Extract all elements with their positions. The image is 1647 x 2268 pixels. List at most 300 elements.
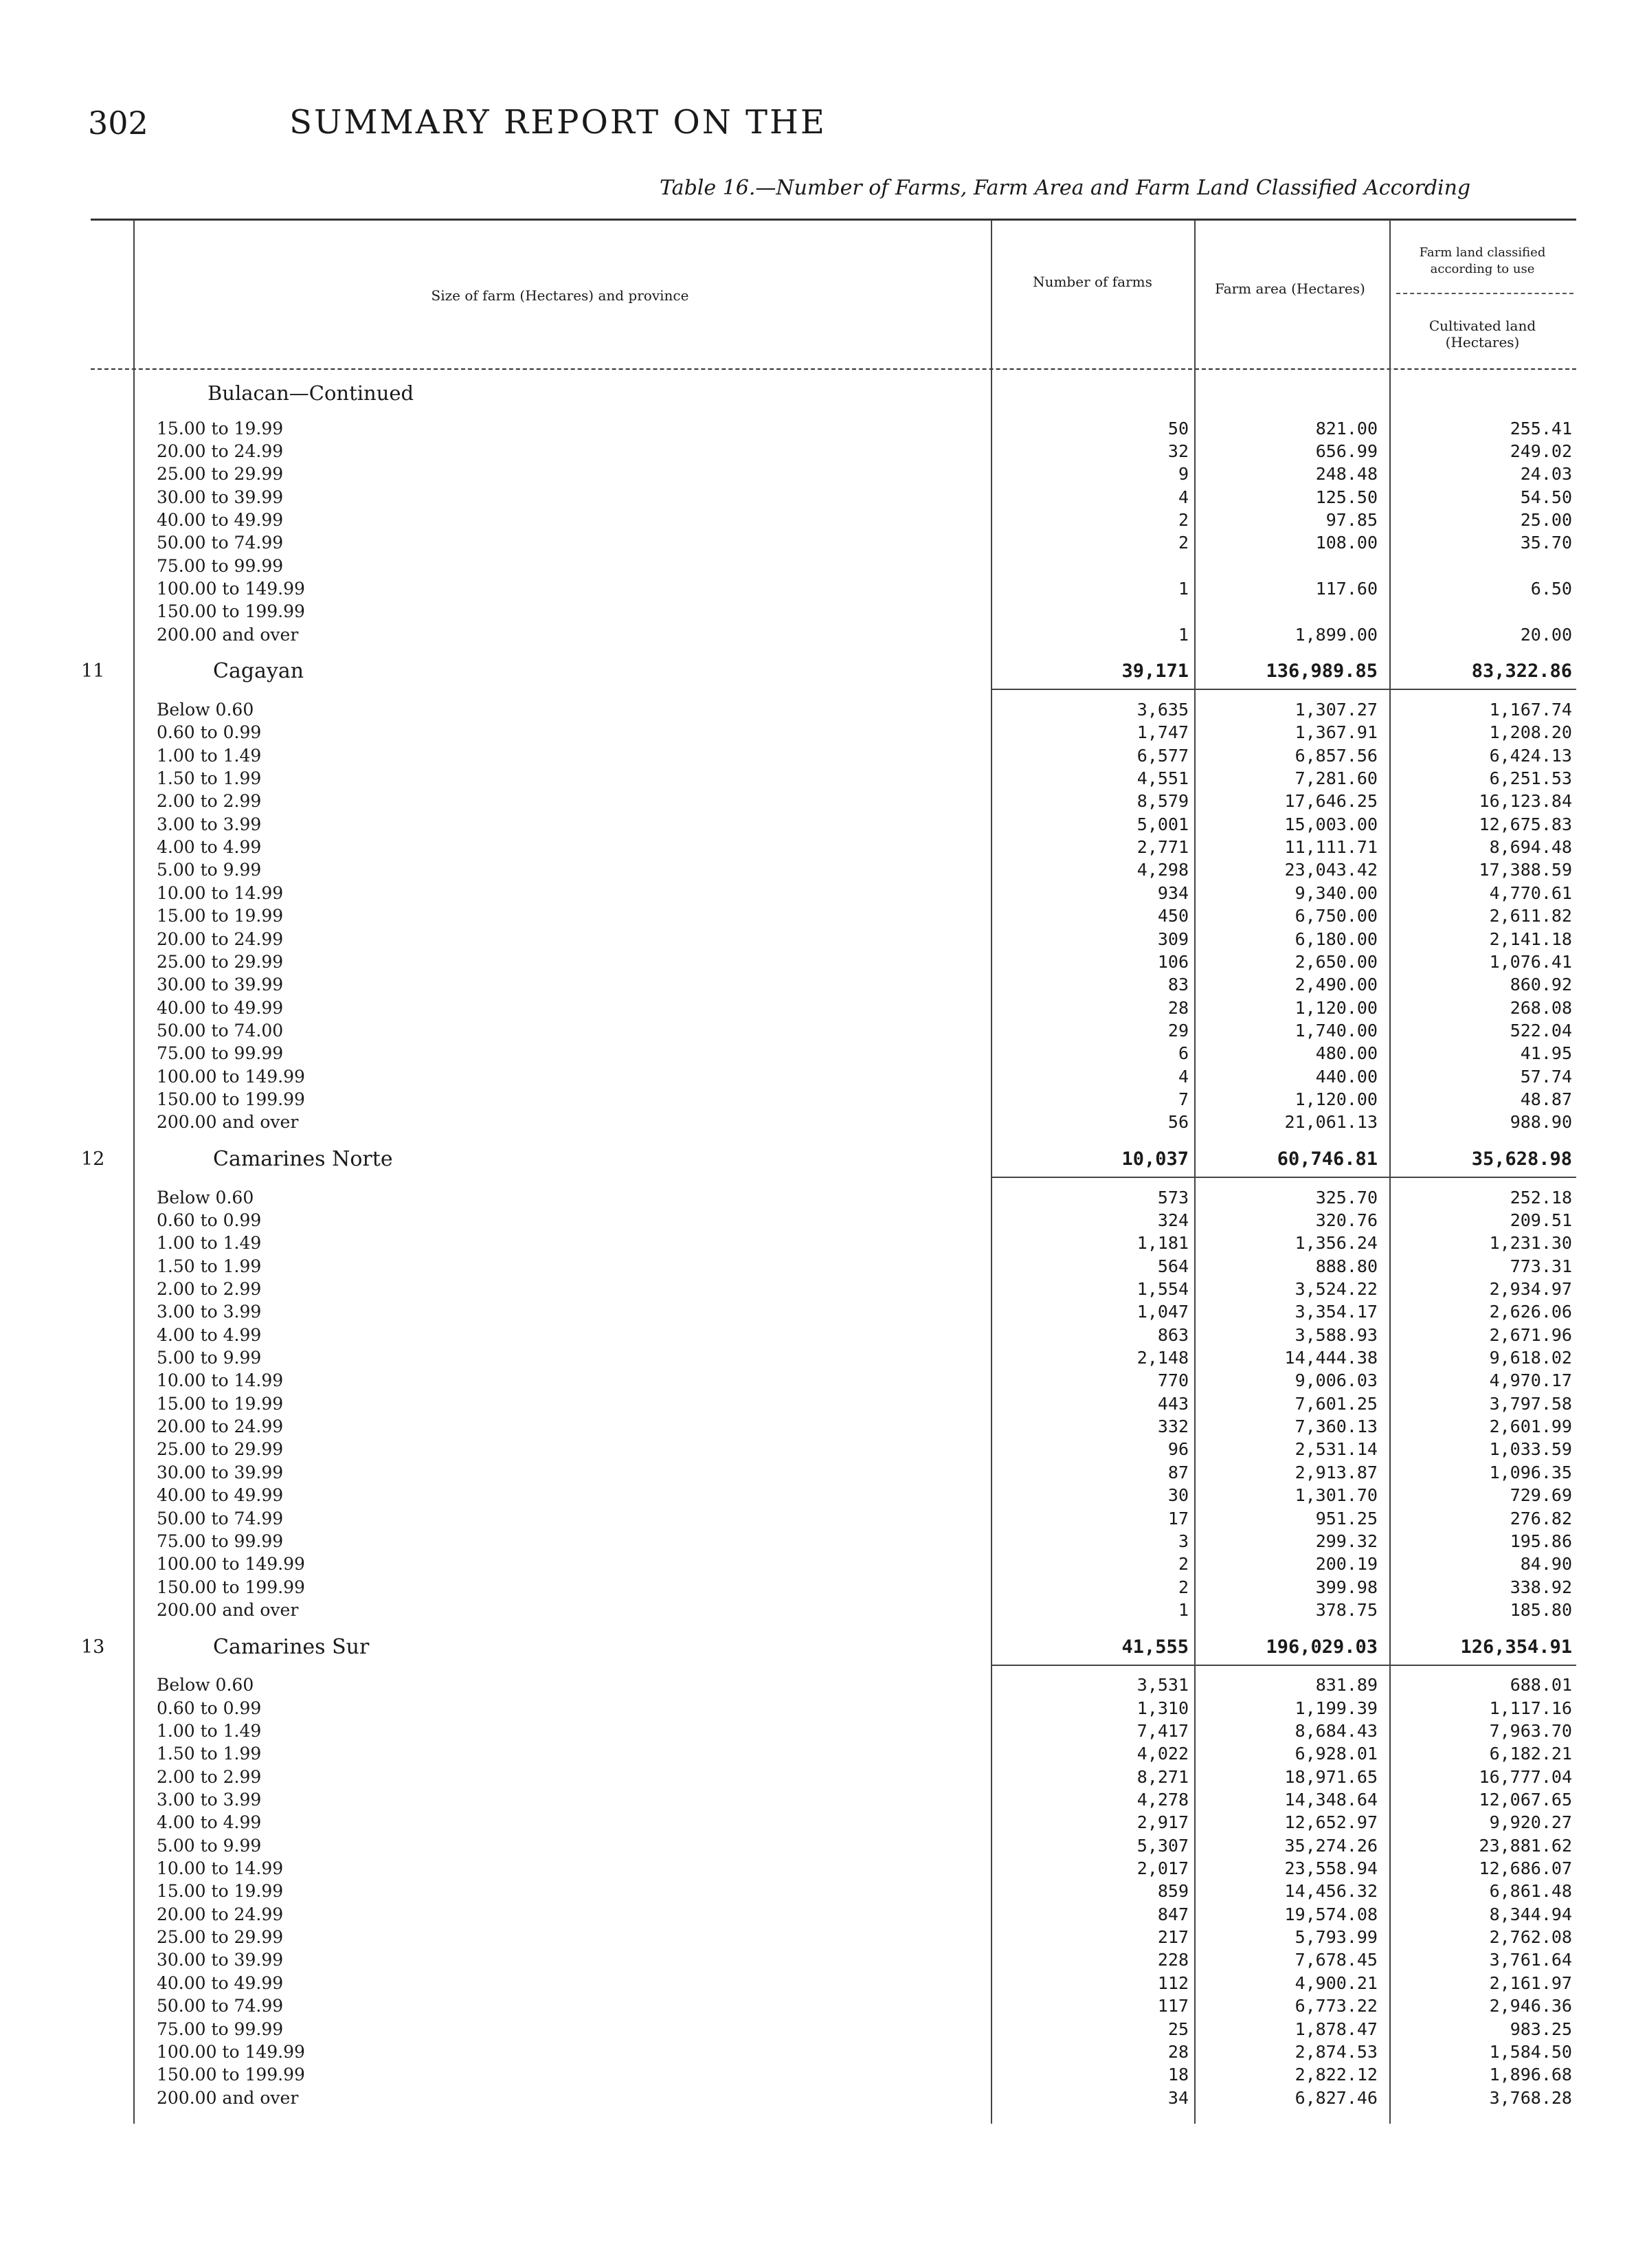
farms-value (1003, 531, 1189, 554)
row-label (144, 1576, 988, 1599)
cultivated-value-text: 255.41 (1510, 419, 1572, 438)
row-label (144, 1186, 988, 1209)
farms-value (1003, 1834, 1189, 1857)
area-value-text: 7,678.45 (1295, 1950, 1378, 1970)
farms-value-text: 18 (1167, 2065, 1189, 2084)
row-label-text: 0.60 to 0.99 (144, 1698, 265, 1718)
area-value-text: 3,588.93 (1295, 1325, 1378, 1345)
row-number-text: 13 (81, 1636, 105, 1658)
area-value (1196, 1186, 1378, 1209)
cultivated-value-text: 1,117.16 (1489, 1698, 1572, 1718)
row-label (144, 1926, 988, 1948)
cultivated-value-text: 4,770.61 (1489, 883, 1572, 903)
farms-value (1003, 1880, 1189, 1902)
row-label (144, 577, 988, 600)
cultivated-value (1395, 1742, 1572, 1765)
row-label (144, 1948, 988, 1971)
row-label (144, 1599, 988, 1621)
farms-value-text: 2,017 (1136, 1858, 1189, 1878)
row-label-text: Camarines Sur (144, 1636, 373, 1659)
farms-value (1003, 2041, 1189, 2063)
row-label (144, 698, 988, 721)
farms-value (1003, 721, 1189, 744)
cultivated-value (1395, 858, 1572, 881)
cultivated-value-text: 54.50 (1520, 487, 1572, 507)
farms-value (1003, 577, 1189, 600)
farms-value-text: 770 (1157, 1370, 1189, 1390)
cultivated-value-text: 57.74 (1520, 1067, 1572, 1087)
area-value (1196, 1720, 1378, 1742)
row-label (144, 1019, 988, 1042)
area-value (1196, 531, 1378, 554)
cultivated-value-text: 7,963.70 (1489, 1721, 1572, 1741)
cultivated-value-text: 84.90 (1520, 1554, 1572, 1574)
farms-value (1003, 1972, 1189, 1994)
row-label-text: 25.00 to 29.99 (144, 1927, 287, 1947)
cultivated-value (1395, 2018, 1572, 2041)
cultivated-value (1395, 1636, 1572, 1658)
row-number (81, 1148, 109, 1170)
header-size: Size of farm (Hectares) and province (431, 287, 689, 304)
farms-value (1003, 1636, 1189, 1658)
farms-value (1003, 2063, 1189, 2086)
farms-value-text: 863 (1157, 1325, 1189, 1345)
cultivated-value (1395, 1926, 1572, 1948)
area-value-text: 440.00 (1315, 1067, 1378, 1087)
farms-value-text: 32 (1167, 441, 1189, 461)
row-label (144, 1880, 988, 1902)
farms-value (1003, 1766, 1189, 1788)
cultivated-value-text: 2,626.06 (1489, 1302, 1572, 1322)
farms-value (1003, 973, 1189, 996)
cultivated-value (1395, 1484, 1572, 1507)
farms-value-text: 6 (1178, 1043, 1189, 1063)
area-value-text: 23,558.94 (1284, 1858, 1378, 1878)
cultivated-value (1395, 1232, 1572, 1254)
area-value (1196, 486, 1378, 509)
cultivated-value (1395, 767, 1572, 790)
farms-value-text: 3,531 (1136, 1675, 1189, 1695)
area-value-text: 2,650.00 (1295, 952, 1378, 972)
farms-value-text: 1 (1178, 579, 1189, 599)
area-value-text: 951.25 (1315, 1509, 1378, 1528)
cultivated-value (1395, 744, 1572, 767)
area-value (1196, 1088, 1378, 1111)
cultivated-value-text: 688.01 (1510, 1675, 1572, 1695)
row-label (144, 486, 988, 509)
cultivated-value (1395, 1576, 1572, 1599)
row-label (144, 382, 988, 405)
farms-value (1003, 1148, 1189, 1170)
farms-value (1003, 1438, 1189, 1460)
row-label-text: 100.00 to 149.99 (144, 579, 309, 599)
cultivated-value (1395, 1111, 1572, 1133)
area-value-text: 831.89 (1315, 1675, 1378, 1695)
header-bottom-rule (91, 368, 1576, 370)
cultivated-value-text: 522.04 (1510, 1021, 1572, 1041)
cultivated-value-text: 1,896.68 (1489, 2065, 1572, 2084)
area-value (1196, 1880, 1378, 1902)
row-label-text: Below 0.60 (144, 700, 258, 720)
farms-value-text: 30 (1167, 1485, 1189, 1505)
farms-value (1003, 1346, 1189, 1369)
row-label (144, 531, 988, 554)
farms-value-text: 28 (1167, 998, 1189, 1018)
row-label (144, 509, 988, 531)
farms-value (1003, 1903, 1189, 1926)
row-label-text: 150.00 to 199.99 (144, 2065, 309, 2084)
row-label (144, 790, 988, 812)
row-label-text: 15.00 to 19.99 (144, 1394, 287, 1414)
farms-value (1003, 1720, 1189, 1742)
area-value-text: 117.60 (1315, 579, 1378, 599)
row-label-text: 20.00 to 24.99 (144, 441, 287, 461)
farms-value-text: 9 (1178, 464, 1189, 484)
area-value (1196, 1042, 1378, 1065)
row-label-text: 2.00 to 2.99 (144, 1767, 265, 1787)
row-label-text: 0.60 to 0.99 (144, 1210, 265, 1230)
cultivated-value (1395, 2041, 1572, 2063)
area-value-text: 1,301.70 (1295, 1485, 1378, 1505)
farms-value-text: 17 (1167, 1509, 1189, 1528)
area-value-text: 6,827.46 (1295, 2088, 1378, 2108)
area-value (1196, 1972, 1378, 1994)
cultivated-value-text: 9,618.02 (1489, 1348, 1572, 1368)
cultivated-value (1395, 440, 1572, 463)
area-value (1196, 2018, 1378, 2041)
cultivated-value (1395, 1674, 1572, 1696)
farms-value (1003, 698, 1189, 721)
cultivated-value (1395, 1972, 1572, 1994)
cultivated-value-text: 6.50 (1530, 579, 1572, 599)
farms-value (1003, 1300, 1189, 1323)
farms-value (1003, 858, 1189, 881)
cultivated-value-text: 48.87 (1520, 1089, 1572, 1109)
cultivated-value-text: 8,344.94 (1489, 1904, 1572, 1924)
farms-value (1003, 417, 1189, 440)
row-label-text: 2.00 to 2.99 (144, 1279, 265, 1299)
cultivated-value (1395, 1788, 1572, 1811)
area-value-text: 3,354.17 (1295, 1302, 1378, 1322)
row-label (144, 600, 988, 623)
row-label (144, 1834, 988, 1857)
header-sub-rule (1396, 293, 1573, 294)
row-label-text: 4.00 to 4.99 (144, 837, 265, 857)
cultivated-value-text: 3,761.64 (1489, 1950, 1572, 1970)
farms-value-text: 4,551 (1136, 768, 1189, 788)
row-label-text: 1.50 to 1.99 (144, 768, 265, 788)
cultivated-value (1395, 2063, 1572, 2086)
row-label-text: 25.00 to 29.99 (144, 952, 287, 972)
area-value-text: 97.85 (1325, 510, 1378, 530)
area-value-text: 1,120.00 (1295, 998, 1378, 1018)
cultivated-value (1395, 2087, 1572, 2109)
farms-value-text: 1,554 (1136, 1279, 1189, 1299)
page-title: SUMMARY REPORT ON THE (289, 103, 827, 142)
cultivated-value (1395, 721, 1572, 744)
cultivated-value-text: 9,920.27 (1489, 1812, 1572, 1832)
cultivated-value (1395, 1088, 1572, 1111)
area-value-text: 136,989.85 (1266, 660, 1378, 682)
cultivated-value-text: 773.31 (1510, 1256, 1572, 1276)
row-label-text: 10.00 to 14.99 (144, 1370, 287, 1390)
row-label (144, 1438, 988, 1460)
area-value (1196, 1415, 1378, 1438)
area-value (1196, 2063, 1378, 2086)
farms-value-text: 28 (1167, 2042, 1189, 2062)
area-value-text: 35,274.26 (1284, 1836, 1378, 1856)
row-label-text: 3.00 to 3.99 (144, 814, 265, 834)
row-label-text: 30.00 to 39.99 (144, 975, 287, 994)
cultivated-value (1395, 1415, 1572, 1438)
cultivated-value (1395, 882, 1572, 904)
area-value (1196, 882, 1378, 904)
row-label (144, 1324, 988, 1346)
area-value-text: 378.75 (1315, 1600, 1378, 1620)
area-value (1196, 463, 1378, 485)
farms-value (1003, 1392, 1189, 1415)
area-value-text: 14,456.32 (1284, 1881, 1378, 1901)
farms-value-text: 117 (1157, 1996, 1189, 2016)
farms-value-text: 106 (1157, 952, 1189, 972)
row-label (144, 1766, 988, 1788)
row-label-text: 200.00 and over (144, 1112, 302, 1132)
area-value (1196, 660, 1378, 682)
area-value-text: 1,199.39 (1295, 1698, 1378, 1718)
row-label-text: 50.00 to 74.99 (144, 1509, 287, 1528)
area-value-text: 9,006.03 (1295, 1370, 1378, 1390)
area-value-text: 196,029.03 (1266, 1636, 1378, 1658)
farms-value-text: 1,310 (1136, 1698, 1189, 1718)
row-label (144, 1994, 988, 2017)
cultivated-value (1395, 1369, 1572, 1392)
row-label (144, 1346, 988, 1369)
farms-value (1003, 1232, 1189, 1254)
row-label-text: 30.00 to 39.99 (144, 1950, 287, 1970)
cultivated-value-text: 860.92 (1510, 975, 1572, 994)
cultivated-value-text: 268.08 (1510, 998, 1572, 1018)
area-value (1196, 1438, 1378, 1460)
row-label (144, 744, 988, 767)
area-value-text: 11,111.71 (1284, 837, 1378, 857)
cultivated-value (1395, 1599, 1572, 1621)
farms-value (1003, 950, 1189, 973)
cultivated-value-text: 1,096.35 (1489, 1463, 1572, 1482)
farms-value (1003, 1369, 1189, 1392)
row-label (144, 660, 988, 683)
row-label-text: 75.00 to 99.99 (144, 2019, 287, 2039)
farms-value-text: 228 (1157, 1950, 1189, 1970)
row-label (144, 721, 988, 744)
row-label (144, 1088, 988, 1111)
area-value (1196, 1209, 1378, 1232)
area-value-text: 7,281.60 (1295, 768, 1378, 788)
area-value-text: 2,490.00 (1295, 975, 1378, 994)
row-label-text: 75.00 to 99.99 (144, 1531, 287, 1551)
cultivated-value-text: 1,033.59 (1489, 1439, 1572, 1459)
area-value-text: 325.70 (1315, 1188, 1378, 1208)
area-value (1196, 1811, 1378, 1834)
area-value-text: 7,601.25 (1295, 1394, 1378, 1414)
header-use: Farm land classified according to use (1419, 245, 1546, 276)
area-value (1196, 997, 1378, 1019)
row-label (144, 950, 988, 973)
row-label (144, 440, 988, 463)
row-number-text: 11 (81, 660, 105, 682)
farms-value (1003, 1599, 1189, 1621)
row-label-text: 5.00 to 9.99 (144, 1348, 265, 1368)
cultivated-value-text: 276.82 (1510, 1509, 1572, 1528)
cultivated-value (1395, 1255, 1572, 1278)
farms-value-text: 2 (1178, 1554, 1189, 1574)
farms-value-text: 1 (1178, 625, 1189, 645)
area-value-text: 15,003.00 (1284, 814, 1378, 834)
row-label (144, 1278, 988, 1300)
farms-value (1003, 1415, 1189, 1438)
row-label (144, 417, 988, 440)
area-value-text: 125.50 (1315, 487, 1378, 507)
farms-value-text: 29 (1167, 1021, 1189, 1041)
row-label (144, 1042, 988, 1065)
farms-value-text: 41,555 (1121, 1636, 1189, 1658)
farms-value (1003, 1278, 1189, 1300)
cultivated-value-text: 2,611.82 (1489, 906, 1572, 926)
table-caption: Table 16.—Number of Farms, Farm Area and Farm Land Classified According (660, 176, 1471, 200)
farms-value-text: 34 (1167, 2088, 1189, 2108)
area-value (1196, 744, 1378, 767)
area-value (1196, 1857, 1378, 1880)
farms-value (1003, 904, 1189, 927)
farms-value (1003, 790, 1189, 812)
area-value (1196, 2087, 1378, 2109)
cultivated-value (1395, 904, 1572, 927)
farms-value-text: 87 (1167, 1463, 1189, 1482)
cultivated-value-text: 1,584.50 (1489, 2042, 1572, 2062)
farms-value (1003, 744, 1189, 767)
area-value (1196, 836, 1378, 858)
row-label (144, 1484, 988, 1507)
row-label-text: 200.00 and over (144, 1600, 302, 1620)
cultivated-value-text: 126,354.91 (1460, 1636, 1572, 1658)
area-value-text: 888.80 (1315, 1256, 1378, 1276)
area-value (1196, 790, 1378, 812)
row-label-text: Cagayan (144, 660, 308, 683)
area-value-text: 6,180.00 (1295, 929, 1378, 949)
row-label-text: 40.00 to 49.99 (144, 998, 287, 1018)
area-value (1196, 440, 1378, 463)
farms-value (1003, 2018, 1189, 2041)
farms-value-text: 564 (1157, 1256, 1189, 1276)
area-value-text: 6,857.56 (1295, 746, 1378, 766)
cultivated-value-text: 12,675.83 (1479, 814, 1572, 834)
farms-value (1003, 1811, 1189, 1834)
farms-value (1003, 463, 1189, 485)
total-underline (991, 1665, 1576, 1666)
farms-value (1003, 1255, 1189, 1278)
area-value-text: 2,913.87 (1295, 1463, 1378, 1482)
cultivated-value-text: 41.95 (1520, 1043, 1572, 1063)
farms-value (1003, 1674, 1189, 1696)
farms-value-text: 1,047 (1136, 1302, 1189, 1322)
row-label-text: 40.00 to 49.99 (144, 1973, 287, 1993)
cultivated-value-text: 209.51 (1510, 1210, 1572, 1230)
row-label-text: 50.00 to 74.99 (144, 533, 287, 553)
row-label (144, 623, 988, 646)
area-value (1196, 813, 1378, 836)
row-label (144, 928, 988, 950)
row-label (144, 1972, 988, 1994)
row-label (144, 555, 988, 577)
farms-value-text: 4 (1178, 487, 1189, 507)
area-value (1196, 904, 1378, 927)
header-top-rule (91, 219, 1576, 221)
farms-value (1003, 1857, 1189, 1880)
area-value (1196, 1461, 1378, 1484)
row-label (144, 997, 988, 1019)
area-value-text: 1,367.91 (1295, 722, 1378, 742)
area-value-text: 18,971.65 (1284, 1767, 1378, 1787)
farms-value (1003, 1926, 1189, 1948)
row-label (144, 882, 988, 904)
area-value (1196, 509, 1378, 531)
cultivated-value-text: 2,934.97 (1489, 1279, 1572, 1299)
cultivated-value-text: 20.00 (1520, 625, 1572, 645)
area-value-text: 1,878.47 (1295, 2019, 1378, 2039)
farms-value (1003, 440, 1189, 463)
cultivated-value (1395, 1186, 1572, 1209)
row-label (144, 2041, 988, 2063)
area-value (1196, 1255, 1378, 1278)
row-label-text: 75.00 to 99.99 (144, 1043, 287, 1063)
area-value-text: 299.32 (1315, 1531, 1378, 1551)
row-label-text: 3.00 to 3.99 (144, 1302, 265, 1322)
area-value-text: 480.00 (1315, 1043, 1378, 1063)
farms-value (1003, 2087, 1189, 2109)
row-label (144, 1674, 988, 1696)
cultivated-value-text: 35.70 (1520, 533, 1572, 553)
farms-value (1003, 1186, 1189, 1209)
col-divider-1 (991, 220, 992, 2124)
area-value (1196, 2041, 1378, 2063)
cultivated-value (1395, 813, 1572, 836)
row-label (144, 1369, 988, 1392)
cultivated-value-text: 252.18 (1510, 1188, 1572, 1208)
cultivated-value (1395, 1880, 1572, 1902)
row-label (144, 1788, 988, 1811)
row-label (144, 463, 988, 485)
row-label-text: 0.60 to 0.99 (144, 722, 265, 742)
row-label (144, 1148, 988, 1171)
total-underline (991, 689, 1576, 690)
area-value-text: 6,773.22 (1295, 1996, 1378, 2016)
cultivated-value (1395, 950, 1572, 973)
farms-value (1003, 509, 1189, 531)
farms-value-text: 96 (1167, 1439, 1189, 1459)
farms-value (1003, 1507, 1189, 1530)
farms-value-text: 847 (1157, 1904, 1189, 1924)
farms-value (1003, 1553, 1189, 1575)
farms-value-text: 332 (1157, 1416, 1189, 1436)
area-value (1196, 1926, 1378, 1948)
farms-value-text: 2 (1178, 1577, 1189, 1597)
farms-value-text: 450 (1157, 906, 1189, 926)
farms-value (1003, 1324, 1189, 1346)
area-value (1196, 623, 1378, 646)
row-label-text: 4.00 to 4.99 (144, 1812, 265, 1832)
row-label-text: 1.00 to 1.49 (144, 1721, 265, 1741)
farms-value (1003, 1209, 1189, 1232)
farms-value-text: 56 (1167, 1112, 1189, 1132)
